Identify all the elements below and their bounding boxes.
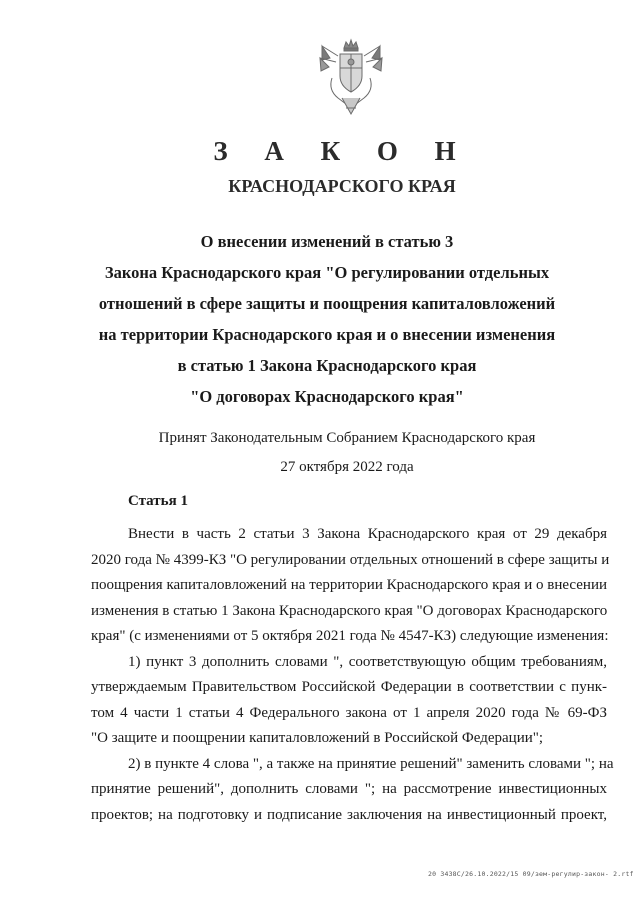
text-line: поощрения капиталовложений на территории Краснодарского края и о внесении xyxy=(91,577,607,593)
text-line: края" (с изменениями от 5 октября 2021 года № 4547-КЗ) следующие изменения: xyxy=(91,628,609,644)
paragraph xyxy=(91,650,607,752)
paragraph xyxy=(91,522,610,650)
text-line: 1) пункт 3 дополнить словами ", соответствующую общим требованиям, xyxy=(128,653,607,670)
text-line: 2020 года № 4399-КЗ "О регулировании отдельных отношений в сфере защиты и xyxy=(91,551,610,568)
law-title xyxy=(0,226,640,412)
text-line: принятие решений", дополнить словами "; на рассмотрение инвестиционных xyxy=(91,781,607,797)
text-line: изменения в статью 1 Закона Краснодарского края "О договорах Краснодарского xyxy=(91,602,608,619)
text-line: Внести в часть 2 статьи 3 Закона Краснодарского края от 29 декабря xyxy=(128,526,607,542)
paragraph xyxy=(91,752,614,829)
text-line: "О защите и поощрении капиталовложений в Российской Федерации"; xyxy=(91,730,544,746)
text-line: проектов; на подготовку и подписание заключения на инвестиционный проект, xyxy=(91,806,607,823)
document-file-code: 20 3438С/26.10.2022/15 09/зем-регулир-закон- 2.rtf xyxy=(428,870,634,878)
text-line: утверждаемым Правительством Российской Федерации в соответствии с пунк- xyxy=(91,679,607,695)
adoption-line: Принят Законодательным Собранием Краснодарского края xyxy=(158,430,536,446)
law-title-line: на территории Краснодарского края и о внесении изменения xyxy=(98,325,556,344)
text-line: том 4 части 1 статьи 4 Федерального закона от 1 апреля 2020 года № 69-ФЗ xyxy=(91,704,607,721)
law-title-line: Закона Краснодарского края "О регулировании отдельных xyxy=(104,263,550,282)
text-line: 2) в пункте 4 слова ", а также на принятие решений" заменить словами "; на xyxy=(128,755,614,772)
document-title: З А К О Н xyxy=(213,136,471,166)
law-title-line: в статью 1 Закона Краснодарского края xyxy=(177,356,477,375)
adoption-info xyxy=(0,424,640,482)
document-subtitle: КРАСНОДАРСКОГО КРАЯ xyxy=(228,176,456,196)
coat-of-arms-emblem xyxy=(318,38,384,118)
law-title-line: отношений в сфере защиты и поощрения капиталовложений xyxy=(98,294,556,313)
article-body xyxy=(91,522,614,828)
adoption-date: 27 октября 2022 года xyxy=(280,459,414,475)
article-heading: Статья 1 xyxy=(128,493,188,509)
law-title-line: "О договорах Краснодарского края" xyxy=(190,387,464,406)
law-title-line: О внесении изменений в статью 3 xyxy=(200,232,454,251)
